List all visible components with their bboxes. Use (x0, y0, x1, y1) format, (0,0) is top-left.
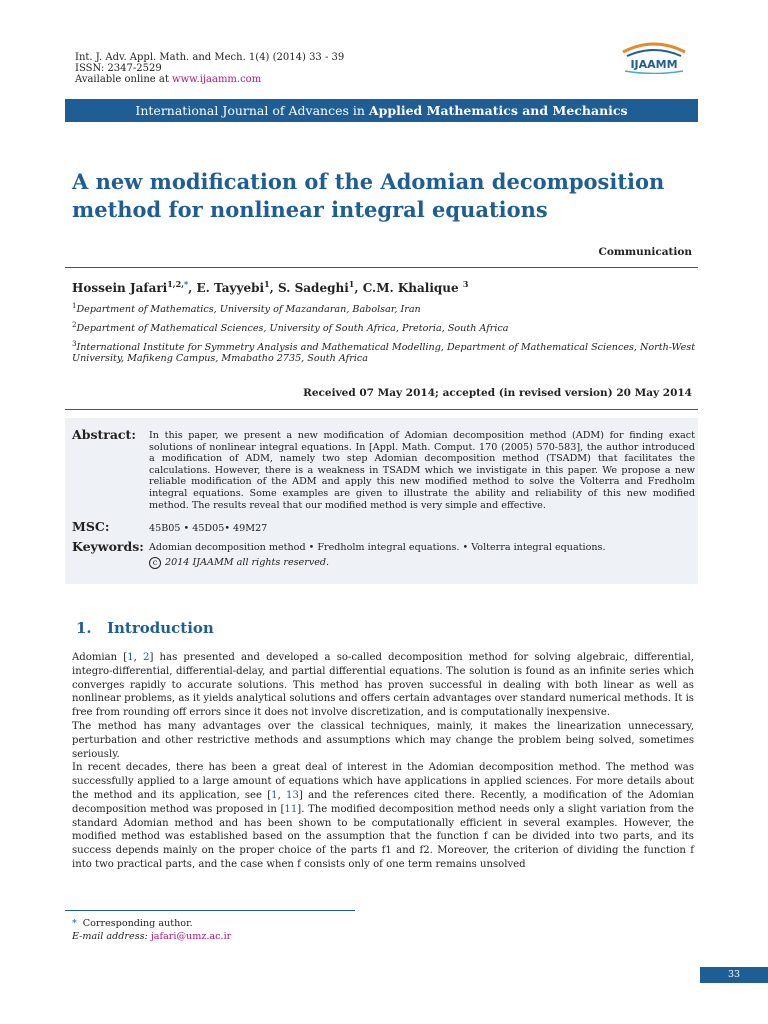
journal-issn: ISSN: 2347-2529 (75, 63, 162, 74)
keywords-label: Keywords: (72, 539, 144, 554)
corresponding-star[interactable]: * (183, 279, 189, 289)
abstract-divider (65, 409, 698, 410)
journal-meta (75, 52, 344, 85)
affiliation-1: $^1$Department of Mathematics, University of Mazandaran, Babolsar, Iran (72, 302, 421, 316)
introduction-body (72, 651, 694, 872)
affiliation-3: $^3$International Institute for Symmetry Analysis and Mathematical Modelling, Department of Mathematical Sciences, North-West University, Mafikeng Campus, Mmabatho 2735, South Africa (72, 340, 696, 365)
section-number: 1. (76, 619, 92, 637)
copyright-icon: c (149, 557, 161, 569)
journal-citation: Int. J. Adv. Appl. Math. and Mech. 1(4) (2014) 33 - 39 (75, 52, 345, 63)
paragraph-2: The method has many advantages over the classical techniques, mainly, it makes the linearization unnecessary, perturbation and other restrictive methods and assumptions which may change the problem being solved, sometimes seriously. (72, 720, 694, 760)
citation-link[interactable]: 11 (284, 803, 298, 815)
copyright: c 2014 IJAAMM all rights reserved. (149, 557, 329, 569)
section-title: Introduction (107, 619, 214, 637)
journal-banner: International Journal of Advances in Applied Mathematics and Mechanics (65, 99, 698, 122)
journal-website-link[interactable]: www.ijaamm.com (172, 74, 262, 85)
svg-text:IJAAMM: IJAAMM (630, 58, 678, 71)
citation-link[interactable]: 13 (286, 789, 299, 801)
author-list: Hossein Jafari$^{1,2,*}$, E. Tayyebi$^1$, S. Sadeghi$^1$, C.M. Khalique $^3$ (72, 279, 469, 295)
citation-link[interactable]: 2 (143, 652, 150, 663)
citation-link[interactable]: 1 (271, 789, 278, 801)
msc-label: MSC: (72, 519, 110, 534)
keywords: Adomian decomposition method • Fredholm integral equations. • Volterra integral equations. (149, 542, 606, 553)
journal-availability: Available online at www.ijaamm.com (75, 74, 262, 85)
abstract-text: In this paper, we present a new modification of Adomian decomposition method (ADM) for finding exact solutions of nonlinear integral equations. In [Appl. Math. Comput. 170 (2005) 570-583], the author introduced a modification of ADM, namely two step Adomian decomposition method (TSADM) that facilitates the calculations. However, there is a weakness in TSADM which we invistigate in this paper. We propose a new reliable modification of the ADM and apply this new modified method to solve the Volterra and Fredholm integral equations. Some examples are given to illustrate the ability and reliability of this new modified method. The results reveal that our modified method is very simple and effective. (149, 430, 695, 511)
footnote-star: * (72, 918, 77, 929)
affiliation-2: $^2$Department of Mathematical Sciences, University of South Africa, Pretoria, South Africa (72, 321, 509, 335)
ijaamm-logo (615, 38, 693, 74)
email-link[interactable]: jafari@umz.ac.ir (150, 931, 232, 942)
abstract-label: Abstract: (72, 427, 136, 442)
footnote-divider (65, 910, 355, 911)
msc-codes: 45B05 • 45D05• 49M27 (149, 523, 268, 534)
header-divider (65, 267, 698, 268)
page-number: 33 (700, 967, 768, 983)
citation-link[interactable]: 1 (127, 652, 134, 663)
paper-title: A new modification of the Adomian decomposition method for nonlinear integral equations (72, 169, 665, 222)
paragraph-3: In recent decades, there has been a great deal of interest in the Adomian decomposition method. The method was successfully applied to a large amount of equations which have applications in applied sciences. For more details about the method and its application, see [1, 13] and the references cited there. Recently, a modification of the Adomian decomposition method was proposed in [11]. The modified decomposition method needs only a slight variation from the standard Adomian method and has been shown to be computationally efficient in several examples. However, the modified method was established based on the assumption that the function f can be divided into two parts, and its success depends mainly on the proper choice of the parts f1 and f2. Moreover, the criterion of dividing the function f into two practical parts, and the case when f consists only of one term remains unsolved (72, 762, 694, 870)
paragraph-1: Adomian [1, 2] has presented and developed a so-called decomposition method for solving algebraic, differential, integro-differential, differential-delay, and partial differential equations. The solution is found as an infinite series which converges rapidly to accurate solutions. This method has proven successful in dealing with both linear as well as nonlinear problems, as it yields analytical solutions and offers certain advantages over standard numerical methods. It is free from rounding off errors since it does not involve discretization, and is computationally inexpensive. (72, 652, 694, 719)
paper-type: Communication (598, 246, 692, 258)
received-dates: Received 07 May 2014; accepted (in revised version) 20 May 2014 (303, 387, 692, 399)
footnote: * Corresponding author. E-mail address: jafari@umz.ac.ir (72, 918, 232, 942)
